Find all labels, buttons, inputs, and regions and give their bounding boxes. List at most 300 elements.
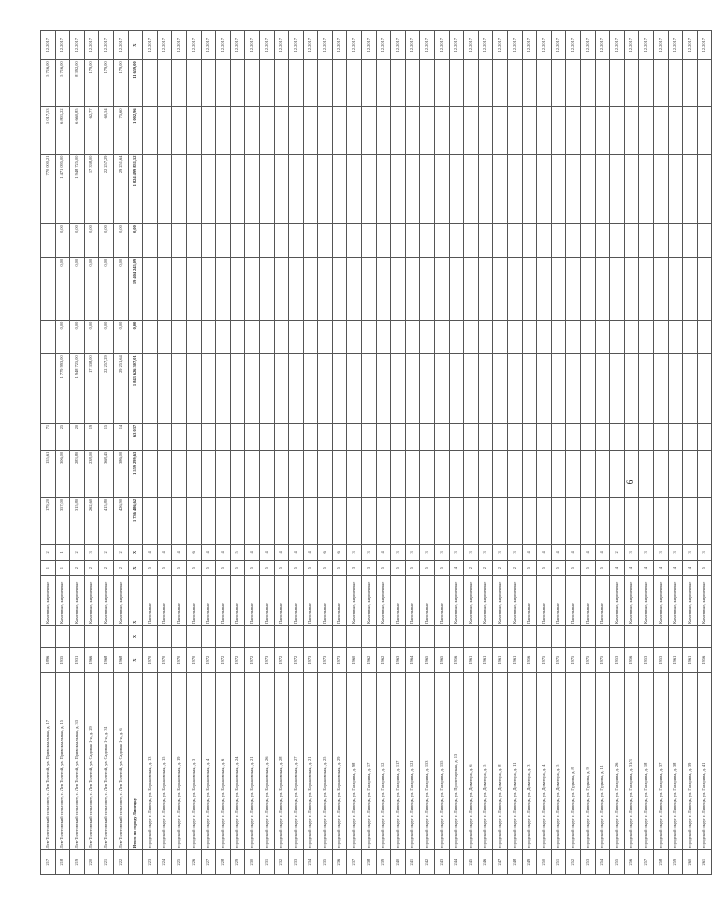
- cell-total: [537, 154, 552, 224]
- cell-n: 231: [259, 850, 274, 875]
- cell-v1: [362, 354, 377, 424]
- cell-e2: [172, 60, 187, 107]
- cell-area1: [537, 497, 552, 544]
- table-row: [639, 31, 654, 875]
- cell-v2: [201, 320, 216, 354]
- cell-address: городской округ г. Липецк, ул. Борьковская, д. 13: [143, 672, 158, 849]
- table-row: [595, 31, 610, 875]
- cell-wall: Каменные, кирпичные: [624, 576, 639, 625]
- cell-area1: [697, 497, 712, 544]
- cell-wall: Каменные, кирпичные: [449, 576, 464, 625]
- cell-year2: X: [128, 625, 143, 647]
- cell-wall: Каменные, кирпичные: [639, 576, 654, 625]
- cell-total: 29 251,64: [113, 154, 128, 224]
- cell-entr: 2: [99, 545, 114, 561]
- cell-v2: [245, 320, 260, 354]
- cell-year2: [84, 625, 99, 647]
- cell-area2: [566, 450, 581, 497]
- table-row: [493, 31, 508, 875]
- cell-n: 249: [522, 850, 537, 875]
- table-row: [99, 31, 114, 875]
- cell-total: [566, 154, 581, 224]
- cell-year2: [508, 625, 523, 647]
- table-row: [391, 31, 406, 875]
- cell-total: [230, 154, 245, 224]
- cell-area3: [537, 423, 552, 450]
- cell-area1: [580, 497, 595, 544]
- cell-wall: Панельные: [318, 576, 333, 625]
- cell-v4: [566, 224, 581, 258]
- cell-date: 12.2017: [449, 31, 464, 60]
- cell-floors: 1: [41, 560, 56, 576]
- cell-date: 12.2017: [186, 31, 201, 60]
- cell-e1: [318, 107, 333, 154]
- cell-floors: 5: [157, 560, 172, 576]
- cell-area2: [391, 450, 406, 497]
- cell-entr: 4: [566, 545, 581, 561]
- cell-n: 256: [624, 850, 639, 875]
- cell-v1: [289, 354, 304, 424]
- cell-area3: [580, 423, 595, 450]
- cell-year2: [449, 625, 464, 647]
- cell-floors: 3: [347, 560, 362, 576]
- cell-entr: 6: [186, 545, 201, 561]
- cell-v4: [230, 224, 245, 258]
- cell-v1: [639, 354, 654, 424]
- table-row: [347, 31, 362, 875]
- cell-total: [551, 154, 566, 224]
- cell-area3: [653, 423, 668, 450]
- cell-v2: 0,00: [55, 320, 70, 354]
- cell-e1: [186, 107, 201, 154]
- cell-v4: [274, 224, 289, 258]
- cell-v3: [683, 257, 698, 320]
- cell-wall: Панельные: [230, 576, 245, 625]
- cell-date: 12.2017: [668, 31, 683, 60]
- cell-floors: 4: [668, 560, 683, 576]
- cell-year: 1973: [318, 648, 333, 673]
- cell-area1: [332, 497, 347, 544]
- cell-v2: [376, 320, 391, 354]
- cell-v1: [391, 354, 406, 424]
- cell-v4: [508, 224, 523, 258]
- cell-area3: [464, 423, 479, 450]
- cell-address: городской округ г. Липецк, ул. Доватора, д. 3: [522, 672, 537, 849]
- cell-n: 232: [274, 850, 289, 875]
- cell-area2: [697, 450, 712, 497]
- cell-area2: [318, 450, 333, 497]
- cell-wall: Каменные, кирпичные: [653, 576, 668, 625]
- cell-e2: [449, 60, 464, 107]
- cell-date: 12.2017: [405, 31, 420, 60]
- cell-wall: Панельные: [522, 576, 537, 625]
- cell-year: 1966: [84, 648, 99, 673]
- cell-v2: [566, 320, 581, 354]
- table-row: [420, 31, 435, 875]
- cell-floors: 5: [318, 560, 333, 576]
- cell-n: 220: [84, 850, 99, 875]
- cell-total: [449, 154, 464, 224]
- cell-year2: [420, 625, 435, 647]
- cell-entr: 4: [289, 545, 304, 561]
- cell-area1: [347, 497, 362, 544]
- cell-e2: [186, 60, 201, 107]
- table-row: [41, 31, 56, 875]
- cell-date: 12.2017: [493, 31, 508, 60]
- cell-v4: [289, 224, 304, 258]
- cell-year2: [318, 625, 333, 647]
- cell-entr: 1: [55, 545, 70, 561]
- cell-date: 12.2017: [362, 31, 377, 60]
- cell-v1: [420, 354, 435, 424]
- cell-wall: Панельные: [245, 576, 260, 625]
- cell-v1: [566, 354, 581, 424]
- cell-year2: [259, 625, 274, 647]
- cell-area2: [259, 450, 274, 497]
- cell-wall: Панельные: [172, 576, 187, 625]
- cell-v4: [143, 224, 158, 258]
- cell-total: [610, 154, 625, 224]
- cell-year2: [172, 625, 187, 647]
- cell-v2: [405, 320, 420, 354]
- cell-floors: 5: [405, 560, 420, 576]
- cell-n: 219: [70, 850, 85, 875]
- cell-e2: [259, 60, 274, 107]
- cell-floors: 5: [551, 560, 566, 576]
- cell-n: 217: [41, 850, 56, 875]
- cell-e1: [580, 107, 595, 154]
- cell-wall: Каменные, кирпичные: [610, 576, 625, 625]
- cell-area2: [143, 450, 158, 497]
- cell-year2: [391, 625, 406, 647]
- cell-v2: [449, 320, 464, 354]
- cell-floors: 3: [362, 560, 377, 576]
- cell-n: 254: [595, 850, 610, 875]
- cell-address: городской округ г. Липецк, ул. Гагарина, д. 153: [420, 672, 435, 849]
- cell-total: [435, 154, 450, 224]
- cell-wall: Каменные, кирпичные: [478, 576, 493, 625]
- cell-entr: 3: [449, 545, 464, 561]
- table-row: [143, 31, 158, 875]
- cell-date: 12.2017: [653, 31, 668, 60]
- cell-total: [508, 154, 523, 224]
- cell-entr: 3: [508, 545, 523, 561]
- cell-area2: [537, 450, 552, 497]
- cell-area2: [449, 450, 464, 497]
- cell-v1: [668, 354, 683, 424]
- cell-e2: [376, 60, 391, 107]
- table-row: [551, 31, 566, 875]
- cell-area2: [683, 450, 698, 497]
- cell-wall: Панельные: [435, 576, 450, 625]
- cell-area1: [566, 497, 581, 544]
- cell-year: 1972: [230, 648, 245, 673]
- cell-v1: [201, 354, 216, 424]
- cell-date: 12.2017: [318, 31, 333, 60]
- cell-wall: Панельные: [595, 576, 610, 625]
- cell-area2: [289, 450, 304, 497]
- cell-year: 1963: [391, 648, 406, 673]
- cell-area3: 15: [99, 423, 114, 450]
- cell-address: Лев-Толстовский сельсовет, с. Лев Толстой, ул. Привокзальная, д. 15: [55, 672, 70, 849]
- cell-entr: 3: [493, 545, 508, 561]
- cell-area2: [580, 450, 595, 497]
- cell-year: 1935: [55, 648, 70, 673]
- cell-wall: Каменные, кирпичные: [697, 576, 712, 625]
- cell-v3: [478, 257, 493, 320]
- cell-e1: [668, 107, 683, 154]
- cell-wall: Панельные: [405, 576, 420, 625]
- cell-v1: [259, 354, 274, 424]
- cell-v1: [332, 354, 347, 424]
- cell-e2: [230, 60, 245, 107]
- cell-address: Лев-Толстовский сельсовет, с. Лев Толстой, ул. Садовая 1-я, д. 29: [84, 672, 99, 849]
- cell-year: 1953: [610, 648, 625, 673]
- cell-n: 226: [186, 850, 201, 875]
- cell-v2: [259, 320, 274, 354]
- cell-year2: [610, 625, 625, 647]
- cell-e2: [332, 60, 347, 107]
- cell-area2: [157, 450, 172, 497]
- table-row: [464, 31, 479, 875]
- cell-total: [391, 154, 406, 224]
- cell-date: 12.2017: [580, 31, 595, 60]
- cell-v2: [172, 320, 187, 354]
- cell-address: Итого по городу Липецку: [128, 672, 143, 849]
- cell-wall: Панельные: [157, 576, 172, 625]
- cell-v1: [347, 354, 362, 424]
- cell-floors: 5: [245, 560, 260, 576]
- cell-entr: 4: [216, 545, 231, 561]
- cell-area2: [186, 450, 201, 497]
- cell-date: 12.2017: [41, 31, 56, 60]
- cell-year: 1970: [186, 648, 201, 673]
- cell-area2: [464, 450, 479, 497]
- cell-area3: [566, 423, 581, 450]
- cell-n: 236: [332, 850, 347, 875]
- cell-area2: [230, 450, 245, 497]
- cell-area1: 357,00: [55, 497, 70, 544]
- cell-v4: 0,00: [70, 224, 85, 258]
- cell-v3: [216, 257, 231, 320]
- cell-entr: 3: [391, 545, 406, 561]
- cell-date: 12.2017: [84, 31, 99, 60]
- cell-area1: [303, 497, 318, 544]
- cell-year2: [99, 625, 114, 647]
- cell-v3: [566, 257, 581, 320]
- cell-area1: [259, 497, 274, 544]
- cell-area1: 262,60: [84, 497, 99, 544]
- cell-area3: 19: [84, 423, 99, 450]
- table-row: [478, 31, 493, 875]
- cell-e2: 5 716,00: [55, 60, 70, 107]
- cell-wall: Каменные, кирпичные: [99, 576, 114, 625]
- cell-e1: [274, 107, 289, 154]
- cell-year2: [464, 625, 479, 647]
- cell-n: [128, 850, 143, 875]
- cell-area1: [653, 497, 668, 544]
- cell-area2: 238,00: [84, 450, 99, 497]
- cell-v4: [376, 224, 391, 258]
- cell-wall: Панельные: [537, 576, 552, 625]
- cell-v3: [362, 257, 377, 320]
- cell-v1: [303, 354, 318, 424]
- table-body: [41, 31, 712, 875]
- cell-n: 257: [639, 850, 654, 875]
- cell-v4: [522, 224, 537, 258]
- cell-v3: [376, 257, 391, 320]
- cell-e2: [303, 60, 318, 107]
- cell-date: 12.2017: [566, 31, 581, 60]
- table-row: [522, 31, 537, 875]
- cell-v2: 0,00: [99, 320, 114, 354]
- cell-date: 12.2017: [172, 31, 187, 60]
- cell-address: городской округ г. Липецк, ул. Борьковская, д. 15: [157, 672, 172, 849]
- cell-v2: [478, 320, 493, 354]
- cell-v1: [522, 354, 537, 424]
- cell-v2: [289, 320, 304, 354]
- cell-year2: [230, 625, 245, 647]
- cell-v4: 0,00: [99, 224, 114, 258]
- cell-year: 1896: [41, 648, 56, 673]
- cell-n: 240: [391, 850, 406, 875]
- cell-total: [274, 154, 289, 224]
- cell-entr: 4: [537, 545, 552, 561]
- cell-e2: [668, 60, 683, 107]
- cell-area3: [391, 423, 406, 450]
- cell-entr: 4: [274, 545, 289, 561]
- table-row: [259, 31, 274, 875]
- cell-address: городской округ г. Липецк, ул. Гудкова, д. 9: [580, 672, 595, 849]
- cell-area3: 14: [113, 423, 128, 450]
- cell-wall: Панельные: [551, 576, 566, 625]
- cell-e2: [478, 60, 493, 107]
- cell-year: 1953: [653, 648, 668, 673]
- cell-address: городской округ г. Липецк, ул. Борьковская, д. 24: [230, 672, 245, 849]
- cell-v1: 29 251,64: [113, 354, 128, 424]
- cell-v3: [318, 257, 333, 320]
- cell-n: 258: [653, 850, 668, 875]
- document-page: [40, 30, 707, 875]
- cell-n: 242: [420, 850, 435, 875]
- cell-v4: [201, 224, 216, 258]
- cell-floors: 2: [113, 560, 128, 576]
- cell-v4: [683, 224, 698, 258]
- cell-entr: 2: [70, 545, 85, 561]
- cell-n: 218: [55, 850, 70, 875]
- cell-address: городской округ г. Липецк, ул. Доватора, д. 11: [508, 672, 523, 849]
- cell-year: 1956: [697, 648, 712, 673]
- cell-total: [595, 154, 610, 224]
- cell-area1: [595, 497, 610, 544]
- cell-floors: 2: [508, 560, 523, 576]
- cell-e2: [245, 60, 260, 107]
- table-row: [318, 31, 333, 875]
- cell-year2: [157, 625, 172, 647]
- cell-e2: [216, 60, 231, 107]
- cell-e1: [522, 107, 537, 154]
- cell-total: [259, 154, 274, 224]
- cell-area2: [172, 450, 187, 497]
- cell-v1: [478, 354, 493, 424]
- cell-year: 1972: [245, 648, 260, 673]
- cell-floors: X: [128, 560, 143, 576]
- cell-date: 12.2017: [522, 31, 537, 60]
- cell-address: городской округ г. Липецк, ул. Гагарина, д. 41: [697, 672, 712, 849]
- cell-area3: [493, 423, 508, 450]
- cell-entr: 2: [610, 545, 625, 561]
- cell-floors: 5: [172, 560, 187, 576]
- cell-area2: [522, 450, 537, 497]
- cell-area3: [172, 423, 187, 450]
- cell-year: 1961: [668, 648, 683, 673]
- cell-v1: [595, 354, 610, 424]
- cell-floors: 5: [391, 560, 406, 576]
- cell-v2: [493, 320, 508, 354]
- cell-v4: [464, 224, 479, 258]
- cell-year2: [653, 625, 668, 647]
- cell-e1: [610, 107, 625, 154]
- cell-date: 12.2017: [683, 31, 698, 60]
- cell-v4: [478, 224, 493, 258]
- cell-area1: [376, 497, 391, 544]
- cell-v3: [420, 257, 435, 320]
- cell-v4: [216, 224, 231, 258]
- cell-year: 1973: [303, 648, 318, 673]
- cell-v2: [464, 320, 479, 354]
- cell-v4: [420, 224, 435, 258]
- cell-n: 238: [362, 850, 377, 875]
- cell-v3: [289, 257, 304, 320]
- cell-year: 1972: [274, 648, 289, 673]
- cell-v4: 0,00: [128, 224, 143, 258]
- cell-area2: [508, 450, 523, 497]
- cell-v1: [405, 354, 420, 424]
- cell-e2: [493, 60, 508, 107]
- cell-total: [157, 154, 172, 224]
- cell-area2: 283,80: [70, 450, 85, 497]
- cell-address: городской округ г. Липецк, ул. Гагарина, д. 37: [653, 672, 668, 849]
- cell-year: 1970: [157, 648, 172, 673]
- cell-area3: 63 037: [128, 423, 143, 450]
- cell-floors: 5: [420, 560, 435, 576]
- cell-floors: 5: [332, 560, 347, 576]
- cell-e1: [478, 107, 493, 154]
- cell-area3: [230, 423, 245, 450]
- cell-year2: [289, 625, 304, 647]
- cell-year2: [303, 625, 318, 647]
- cell-v3: [347, 257, 362, 320]
- cell-date: 12.2017: [420, 31, 435, 60]
- cell-floors: 5: [566, 560, 581, 576]
- cell-v1: [653, 354, 668, 424]
- cell-v3: [624, 257, 639, 320]
- cell-entr: 3: [435, 545, 450, 561]
- cell-area3: [449, 423, 464, 450]
- cell-wall: Панельные: [143, 576, 158, 625]
- cell-wall: Панельные: [201, 576, 216, 625]
- cell-area1: [216, 497, 231, 544]
- cell-entr: 3: [420, 545, 435, 561]
- cell-e1: 6 801,22: [55, 107, 70, 154]
- table-row: [668, 31, 683, 875]
- cell-n: 234: [303, 850, 318, 875]
- cell-area3: [376, 423, 391, 450]
- cell-address: городской округ г. Липецк, ул. Гудкова, д. 11: [595, 672, 610, 849]
- cell-area1: [551, 497, 566, 544]
- cell-e2: [289, 60, 304, 107]
- cell-wall: Панельные: [186, 576, 201, 625]
